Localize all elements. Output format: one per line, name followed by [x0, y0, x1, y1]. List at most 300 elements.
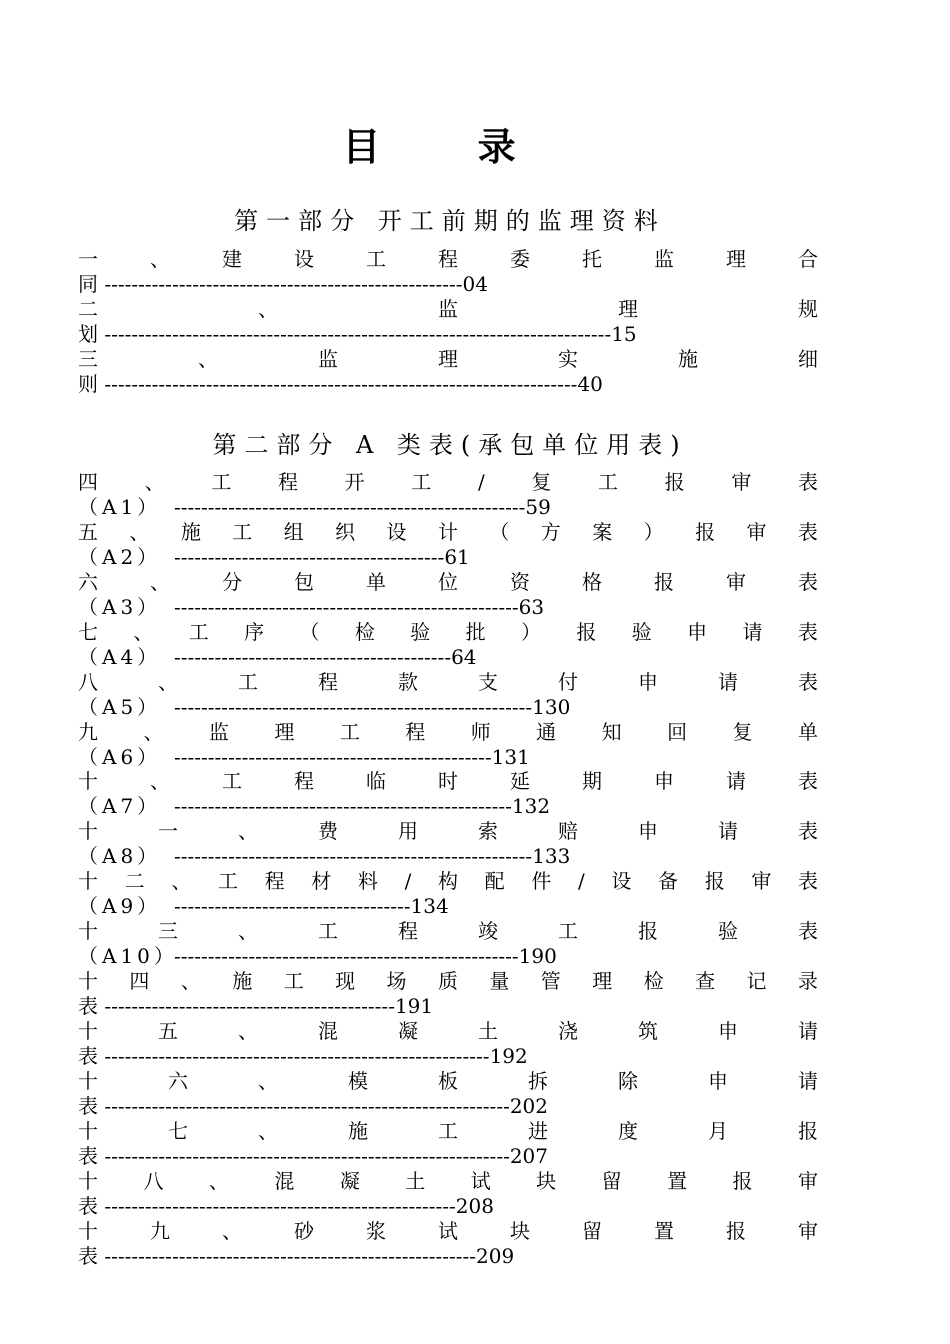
dot-leader: -----------------------------------------------------: [174, 695, 533, 719]
entry-title-char: 、: [150, 570, 170, 594]
entry-title-char: 工: [339, 720, 360, 744]
entry-title-char: 师: [470, 720, 491, 744]
page-number: 40: [577, 372, 603, 396]
dot-leader: ----------------------------------------------------------------------: [104, 372, 578, 396]
entry-title-char: 理: [726, 247, 746, 271]
entry-title-char: 三: [78, 347, 98, 371]
entry-title-char: 时: [438, 769, 458, 793]
entry-title-char: 六: [168, 1069, 188, 1093]
page-number: 190: [518, 944, 557, 968]
form-code: （A2）: [78, 545, 162, 569]
form-code: （A6）: [78, 745, 162, 769]
entry-title-char: 施: [180, 520, 201, 544]
entry-title-char: 表: [798, 670, 818, 694]
entry-title-char: ）: [643, 520, 664, 544]
entry-title-char: 一: [78, 247, 98, 271]
entry-title-char: 混: [318, 1019, 338, 1043]
entry-title-char: 报: [798, 1119, 818, 1143]
entry-title-char: 工: [558, 919, 578, 943]
entry-title-char: 报: [726, 1219, 746, 1243]
entry-title-char: 复: [531, 470, 552, 494]
entry-title-char: 、: [198, 347, 218, 371]
entry-title-line: [78, 470, 818, 495]
entry-title-char: 格: [582, 570, 602, 594]
toc-entry[interactable]: [78, 1019, 818, 1069]
entry-title-char: 程: [264, 869, 285, 893]
entry-title-char: 请: [798, 1019, 818, 1043]
entry-title-char: 工: [232, 520, 253, 544]
dot-leader: -----------------------------------: [174, 894, 411, 918]
page-number: 64: [451, 645, 477, 669]
dot-leader: ---------------------------------------------------: [174, 595, 519, 619]
entry-title-char: 请: [798, 1069, 818, 1093]
section-heading: 第一部分 开工前期的监理资料: [234, 207, 666, 235]
entry-title-tail: 表: [78, 994, 98, 1018]
entry-title-char: （: [489, 520, 510, 544]
entry-title-char: 报: [704, 869, 725, 893]
entry-leader-line: [78, 894, 818, 919]
entry-title-char: 单: [366, 570, 386, 594]
entry-title-char: 五: [78, 520, 98, 544]
entry-leader-line: [78, 322, 818, 347]
entry-title-char: 浆: [366, 1219, 386, 1243]
entry-title-char: 申: [638, 670, 658, 694]
entry-title-char: 工: [283, 969, 304, 993]
entry-title-char: 程: [277, 470, 298, 494]
dot-leader: ----------------------------------------: [174, 545, 445, 569]
entry-title-char: 程: [318, 670, 338, 694]
entry-title-char: /: [404, 869, 412, 893]
entry-title-char: 位: [438, 570, 458, 594]
toc-entry[interactable]: [78, 1219, 818, 1269]
entry-title-char: 实: [558, 347, 578, 371]
toc-entry[interactable]: [78, 869, 818, 919]
toc-entry[interactable]: [78, 1119, 818, 1169]
entry-title-char: 十: [78, 769, 98, 793]
entry-title-char: 检: [643, 969, 664, 993]
entry-title-char: 砂: [294, 1219, 314, 1243]
page-number: 59: [525, 495, 551, 519]
entry-title-char: 复: [732, 720, 753, 744]
entry-title-line: [78, 670, 818, 695]
entry-title-char: 请: [726, 769, 746, 793]
dot-leader: --------------------------------------------------: [174, 794, 512, 818]
entry-title-char: 序: [244, 620, 265, 644]
page-number: 133: [532, 844, 571, 868]
entry-title-line: [78, 869, 818, 894]
entry-title-char: 、: [258, 297, 278, 321]
entry-title-line: [78, 720, 818, 745]
entry-title-char: 、: [222, 1219, 242, 1243]
entry-title-char: 表: [798, 869, 818, 893]
dot-leader: ---------------------------------------------------: [174, 944, 519, 968]
entry-leader-line: [78, 695, 818, 720]
entry-leader-line: [78, 1244, 818, 1269]
entry-title-char: 度: [618, 1119, 638, 1143]
entry-title-char: 审: [798, 1219, 818, 1243]
section-heading: 第二部分 A 类表(承包单位用表): [212, 431, 688, 459]
entry-title-char: ）: [521, 620, 541, 644]
entry-title-char: 三: [158, 919, 178, 943]
entry-title-char: 审: [731, 470, 752, 494]
entry-title-char: 托: [582, 247, 602, 271]
toc-entry[interactable]: [78, 1069, 818, 1119]
entry-title-char: 程: [438, 247, 458, 271]
entry-title-char: 置: [667, 1169, 688, 1193]
entry-title-char: 一: [158, 819, 178, 843]
entry-leader-line: [78, 944, 818, 969]
entry-title-char: 七: [168, 1119, 188, 1143]
entry-title-char: 模: [348, 1069, 368, 1093]
entry-title-char: 表: [798, 919, 818, 943]
entry-title-char: 试: [470, 1169, 491, 1193]
entry-title-line: [78, 620, 818, 645]
entry-title-char: 理: [592, 969, 613, 993]
entry-title-char: 监: [318, 347, 338, 371]
form-code: （A5）: [78, 695, 162, 719]
entry-title-char: 监: [438, 297, 458, 321]
entry-leader-line: [78, 272, 818, 297]
entry-title-line: [78, 347, 818, 372]
entry-title-char: 款: [398, 670, 418, 694]
entry-leader-line: [78, 595, 818, 620]
entry-title-char: 验: [631, 620, 652, 644]
entry-title-char: 料: [357, 869, 378, 893]
toc-entry[interactable]: [78, 520, 818, 570]
toc-entry[interactable]: [78, 570, 818, 620]
entry-title-char: 理: [438, 347, 458, 371]
entry-title-char: 九: [150, 1219, 170, 1243]
entry-leader-line: [78, 1194, 818, 1219]
page-number: 202: [509, 1094, 549, 1118]
entry-title-char: 工: [211, 470, 232, 494]
entry-title-char: 六: [78, 570, 98, 594]
entry-title-char: 报: [654, 570, 674, 594]
entry-title-char: 验: [718, 919, 738, 943]
form-code: （A9）: [78, 894, 162, 918]
entry-title-char: 委: [510, 247, 530, 271]
entry-leader-line: [78, 794, 818, 819]
entry-title-char: 程: [294, 769, 314, 793]
entry-title-char: 配: [484, 869, 505, 893]
dot-leader: ------------------------------------------------------------: [104, 1144, 510, 1168]
entry-title-char: 件: [531, 869, 552, 893]
entry-title-tail: 表: [78, 1194, 98, 1218]
entry-title-char: 、: [208, 1169, 229, 1193]
entry-title-char: 理: [274, 720, 295, 744]
dot-leader: ----------------------------------------------------: [104, 1194, 456, 1218]
entry-title-line: [78, 819, 818, 844]
entry-title-char: 块: [536, 1169, 557, 1193]
entry-title-char: 设: [294, 247, 314, 271]
entry-title-char: 工: [222, 769, 242, 793]
entry-title-char: 表: [798, 769, 818, 793]
entry-title-char: 十: [78, 1219, 98, 1243]
entry-title-char: 、: [238, 1019, 258, 1043]
toc-entry[interactable]: [78, 620, 818, 670]
entry-leader-line: [78, 1094, 818, 1119]
entry-title-char: 除: [618, 1069, 638, 1093]
entry-title-char: /: [477, 470, 485, 494]
entry-title-char: 十: [78, 969, 98, 993]
entry-title-char: 管: [540, 969, 561, 993]
entry-title-char: （: [299, 620, 320, 644]
page-number: 130: [532, 695, 571, 719]
entry-title-char: 量: [489, 969, 510, 993]
entry-title-char: 凝: [398, 1019, 418, 1043]
entry-title-char: 现: [335, 969, 356, 993]
entry-title-char: 审: [797, 1169, 818, 1193]
entry-title-char: 五: [158, 1019, 178, 1043]
entry-title-char: 设: [386, 520, 407, 544]
page-number: 04: [462, 272, 488, 296]
dot-leader: -----------------------------------------: [174, 645, 452, 669]
entry-title-char: 板: [438, 1069, 458, 1093]
entry-title-char: 工: [598, 470, 618, 494]
dot-leader: ---------------------------------------------------------: [104, 1044, 490, 1068]
form-code: （A4）: [78, 645, 162, 669]
entry-title-char: 细: [798, 347, 818, 371]
entry-title-char: 通: [536, 720, 557, 744]
page-number: 132: [511, 794, 551, 818]
dot-leader: ----------------------------------------------------: [174, 495, 526, 519]
entry-title-char: 监: [654, 247, 674, 271]
entry-title-char: 混: [274, 1169, 295, 1193]
entry-title-line: [78, 1019, 818, 1044]
entry-title-char: 表: [797, 520, 818, 544]
entry-title-tail: 表: [78, 1244, 98, 1268]
entry-title-char: 分: [222, 570, 242, 594]
entry-title-line: [78, 297, 818, 322]
entry-title-char: 付: [558, 670, 578, 694]
entry-title-char: 申: [718, 1019, 738, 1043]
entry-title-char: 、: [258, 1069, 278, 1093]
toc-title: 目 录: [342, 125, 558, 169]
entry-title-char: 试: [438, 1219, 458, 1243]
entry-title-char: 报: [695, 520, 716, 544]
entry-title-char: /: [577, 869, 585, 893]
entry-title-char: 浇: [558, 1019, 578, 1043]
entry-title-char: 审: [726, 570, 746, 594]
entry-leader-line: [78, 844, 818, 869]
entry-title-char: 报: [664, 470, 685, 494]
toc-entry[interactable]: [78, 769, 818, 819]
entry-title-char: 程: [398, 919, 418, 943]
page-number: 209: [476, 1244, 515, 1268]
entry-title-char: 组: [283, 520, 304, 544]
entry-title-char: 赔: [558, 819, 578, 843]
entry-title-char: 、: [150, 769, 170, 793]
entry-title-char: 记: [746, 969, 767, 993]
entry-title-char: 、: [129, 520, 150, 544]
entry-title-char: 二: [124, 869, 145, 893]
entry-title-char: 留: [582, 1219, 602, 1243]
entry-title-char: 工: [438, 1119, 458, 1143]
entry-title-char: 留: [601, 1169, 622, 1193]
entry-leader-line: [78, 1144, 818, 1169]
entry-title-tail: 划: [78, 322, 98, 346]
toc-entry[interactable]: [78, 247, 818, 297]
entry-title-char: 竣: [478, 919, 498, 943]
entry-title-tail: 表: [78, 1094, 98, 1118]
entry-title-char: 十: [78, 919, 98, 943]
entry-title-char: 单: [797, 720, 818, 744]
form-code: （A3）: [78, 595, 162, 619]
entry-title-char: 八: [78, 670, 98, 694]
entry-leader-line: [78, 645, 818, 670]
toc-entry[interactable]: [78, 297, 818, 347]
entry-title-char: 费: [318, 819, 338, 843]
entry-title-char: 延: [510, 769, 530, 793]
entry-title-char: 进: [528, 1119, 548, 1143]
entry-title-char: 知: [601, 720, 622, 744]
entry-title-char: 设: [611, 869, 632, 893]
entry-leader-line: [78, 1044, 818, 1069]
entry-leader-line: [78, 994, 818, 1019]
entry-title-char: 工: [411, 470, 432, 494]
entry-title-line: [78, 1169, 818, 1194]
dot-leader: ---------------------------------------------------------------------------: [104, 322, 612, 346]
entry-title-char: 申: [687, 620, 708, 644]
entry-title-char: 方: [540, 520, 561, 544]
entry-title-char: 土: [478, 1019, 498, 1043]
entry-title-char: 申: [638, 819, 658, 843]
entry-title-char: 批: [465, 620, 486, 644]
entry-title-char: 工: [188, 620, 209, 644]
entry-title-char: 申: [708, 1069, 728, 1093]
entry-title-char: 请: [742, 620, 763, 644]
entry-title-char: 合: [798, 247, 818, 271]
entry-leader-line: [78, 545, 818, 570]
form-code: （A1）: [78, 495, 162, 519]
entry-title-char: 请: [718, 670, 738, 694]
form-code: （A10）: [78, 944, 178, 968]
toc-entry[interactable]: [78, 969, 818, 1019]
dot-leader: -----------------------------------------------: [174, 745, 492, 769]
toc-entry[interactable]: [78, 347, 818, 397]
entry-title-char: 回: [667, 720, 688, 744]
page-number: 208: [455, 1194, 494, 1218]
entry-title-char: 十: [78, 1169, 98, 1193]
entry-title-char: 工: [217, 869, 238, 893]
toc-entry[interactable]: [78, 819, 818, 869]
entry-title-char: 块: [510, 1219, 530, 1243]
entry-title-char: 验: [410, 620, 431, 644]
entry-title-char: 材: [311, 869, 332, 893]
entry-title-char: 凝: [339, 1169, 360, 1193]
toc-entry[interactable]: [78, 720, 818, 770]
entry-title-char: 表: [798, 570, 818, 594]
form-code: （A8）: [78, 844, 162, 868]
entry-title-char: 施: [232, 969, 253, 993]
entry-title-char: 支: [478, 670, 498, 694]
entry-title-char: 程: [405, 720, 426, 744]
entry-title-line: [78, 1069, 818, 1094]
entry-title-char: 申: [654, 769, 674, 793]
entry-title-tail: 则: [78, 372, 98, 396]
dot-leader: -------------------------------------------------------: [104, 1244, 477, 1268]
entry-title-char: 报: [576, 620, 597, 644]
entry-title-line: [78, 969, 818, 994]
entry-title-char: 监: [208, 720, 229, 744]
entry-title-char: 、: [150, 247, 170, 271]
entry-title-char: 表: [798, 819, 818, 843]
toc-entry[interactable]: [78, 919, 818, 969]
entry-title-char: 十: [78, 819, 98, 843]
toc-entry[interactable]: [78, 470, 818, 520]
entry-title-char: 计: [437, 520, 458, 544]
entry-title-char: 七: [78, 620, 98, 644]
entry-title-char: 工: [366, 247, 386, 271]
entry-title-line: [78, 1119, 818, 1144]
page-number: 192: [489, 1044, 528, 1068]
page-number: 15: [611, 322, 637, 346]
entry-title-char: 十: [78, 1019, 98, 1043]
entry-title-char: 四: [78, 470, 98, 494]
entry-title-char: 报: [732, 1169, 753, 1193]
entry-title-char: 、: [144, 470, 165, 494]
entry-title-char: 表: [797, 620, 818, 644]
entry-title-tail: 表: [78, 1044, 98, 1068]
entry-title-char: 、: [171, 869, 192, 893]
page-number: 131: [491, 745, 530, 769]
entry-title-char: 、: [133, 620, 154, 644]
entry-title-char: 质: [437, 969, 458, 993]
entry-title-char: 土: [405, 1169, 426, 1193]
toc-entry[interactable]: [78, 1169, 818, 1219]
entry-title-char: 施: [678, 347, 698, 371]
entry-title-char: 临: [366, 769, 386, 793]
entry-title-char: 审: [746, 520, 767, 544]
toc-entry[interactable]: [78, 670, 818, 720]
entry-title-char: 八: [143, 1169, 164, 1193]
dot-leader: ------------------------------------------------------------: [104, 1094, 510, 1118]
entry-title-char: 审: [751, 869, 772, 893]
entry-title-char: 案: [592, 520, 613, 544]
page-number: 191: [394, 994, 434, 1018]
entry-title-char: 十: [78, 1069, 98, 1093]
entry-title-char: 置: [654, 1219, 674, 1243]
entry-title-char: 建: [222, 247, 242, 271]
entry-title-char: 场: [386, 969, 407, 993]
entry-title-char: 、: [238, 819, 258, 843]
entry-title-char: 、: [158, 670, 178, 694]
page-number: 63: [518, 595, 545, 619]
entry-title-char: 织: [335, 520, 356, 544]
entry-title-line: [78, 570, 818, 595]
entry-title-char: 、: [258, 1119, 278, 1143]
entry-title-char: 期: [582, 769, 602, 793]
form-code: （A7）: [78, 794, 162, 818]
entry-title-line: [78, 1219, 818, 1244]
page-number: 207: [509, 1144, 549, 1168]
entry-title-line: [78, 769, 818, 794]
entry-title-char: 包: [294, 570, 314, 594]
dot-leader: -----------------------------------------------------: [174, 844, 533, 868]
entry-title-char: 索: [478, 819, 498, 843]
entry-title-char: 十: [78, 1119, 98, 1143]
page-number: 134: [410, 894, 449, 918]
entry-title-line: [78, 520, 818, 545]
entry-title-char: 报: [638, 919, 658, 943]
entry-title-line: [78, 247, 818, 272]
entry-title-char: 、: [238, 919, 258, 943]
entry-title-char: 资: [510, 570, 530, 594]
entry-title-char: 请: [718, 819, 738, 843]
entry-title-char: 录: [797, 969, 818, 993]
dot-leader: -------------------------------------------: [104, 994, 395, 1018]
entry-title-char: 、: [180, 969, 201, 993]
